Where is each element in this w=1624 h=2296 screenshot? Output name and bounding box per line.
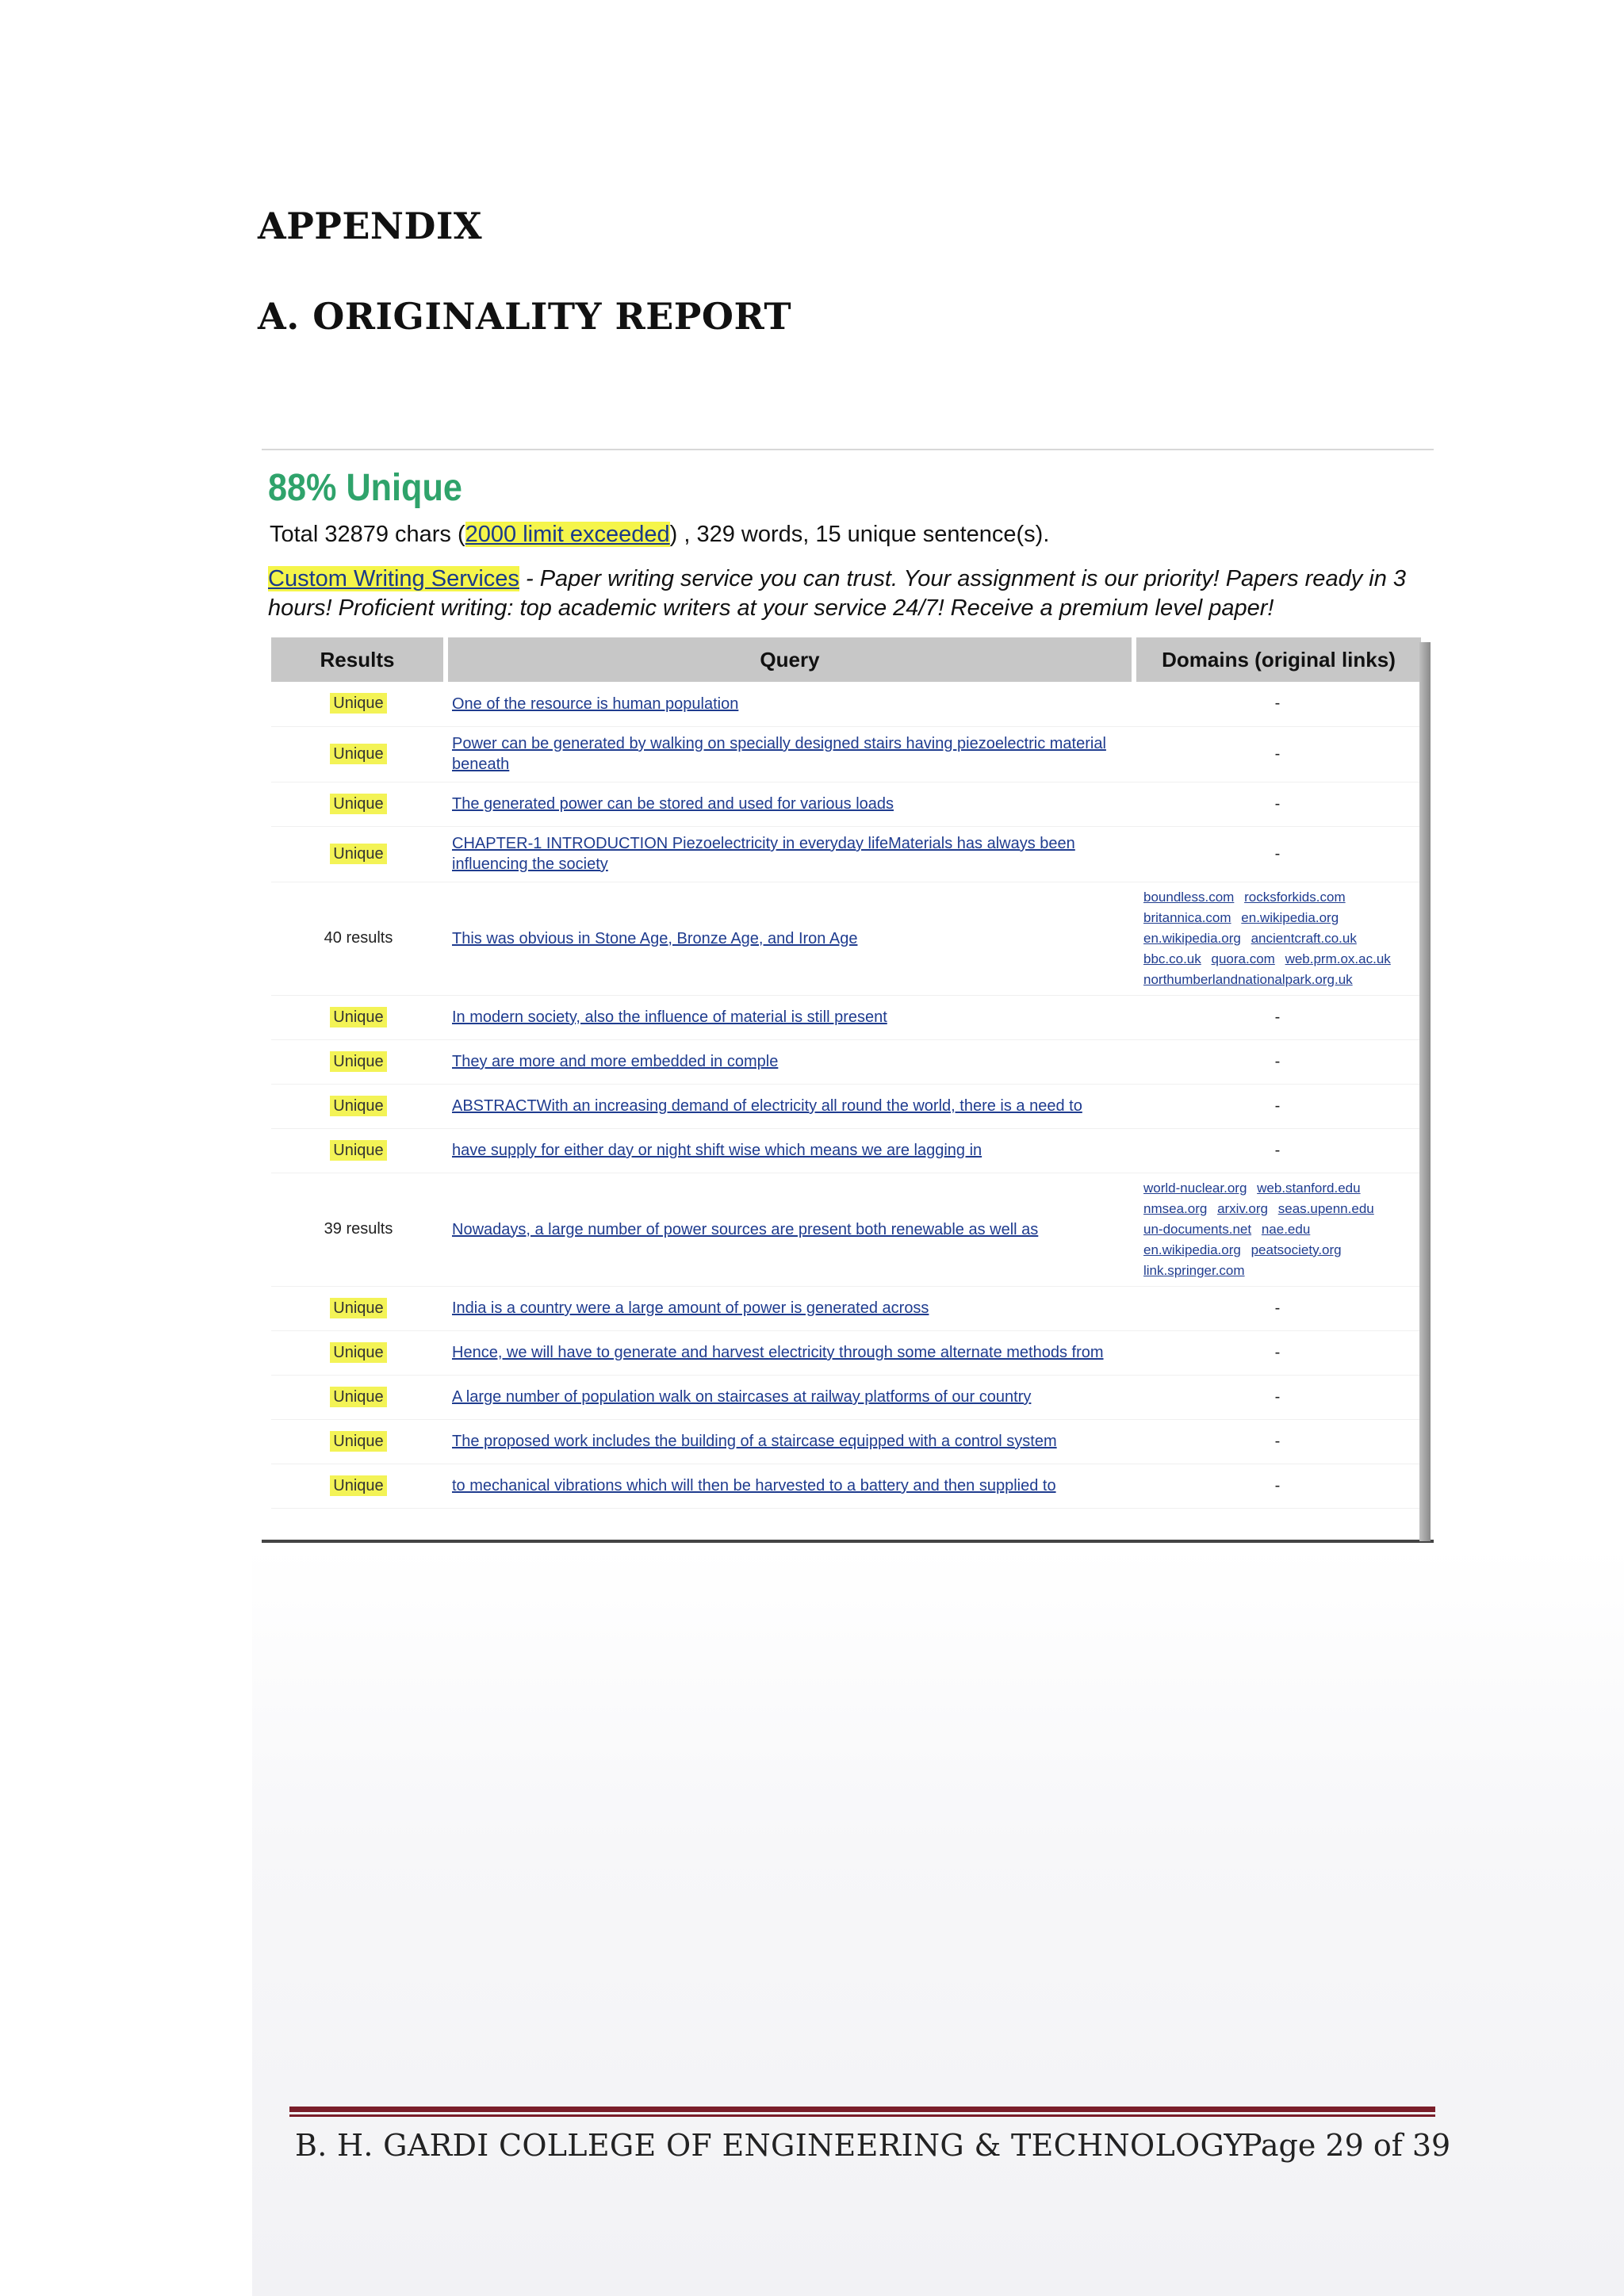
results-table-body bbox=[271, 682, 1421, 1508]
query-cell bbox=[446, 782, 1134, 826]
domains-cell bbox=[1134, 1128, 1421, 1173]
result-cell bbox=[271, 682, 446, 726]
query-link[interactable]: A large number of population walk on staircases at railway platforms of our country bbox=[452, 1388, 1032, 1406]
column-header-results: Results bbox=[271, 637, 446, 682]
custom-writing-services-link[interactable]: Custom Writing Services bbox=[268, 566, 519, 591]
query-link[interactable]: Power can be generated by walking on specially designed stairs having piezoelectric material beneath bbox=[452, 735, 1106, 773]
unique-badge: Unique bbox=[330, 1007, 386, 1027]
table-row bbox=[271, 1039, 1421, 1084]
result-cell bbox=[271, 1464, 446, 1508]
query-cell bbox=[446, 682, 1134, 726]
unique-badge: Unique bbox=[330, 1431, 386, 1452]
table-row bbox=[271, 1286, 1421, 1330]
domain-placeholder: - bbox=[1274, 744, 1281, 763]
domains-cell bbox=[1134, 995, 1421, 1039]
table-row bbox=[271, 682, 1421, 726]
uniqueness-score: 88% Unique bbox=[268, 467, 462, 509]
domain-link[interactable]: rocksforkids.com bbox=[1244, 889, 1346, 905]
result-cell bbox=[271, 995, 446, 1039]
unique-badge: Unique bbox=[330, 693, 386, 714]
domain-placeholder: - bbox=[1274, 1476, 1281, 1494]
query-link[interactable]: This was obvious in Stone Age, Bronze Age, and Iron Age bbox=[452, 929, 858, 947]
table-row bbox=[271, 1464, 1421, 1508]
query-cell bbox=[446, 826, 1134, 882]
result-cell bbox=[271, 1128, 446, 1173]
domains-cell bbox=[1134, 1084, 1421, 1128]
domain-link[interactable]: en.wikipedia.org bbox=[1143, 1242, 1241, 1257]
result-cell bbox=[271, 726, 446, 782]
query-link[interactable]: They are more and more embedded in comple bbox=[452, 1053, 779, 1070]
promo-description: - Paper writing service you can trust. Your assignment is our priority! Papers ready in 3 hours! Proficient writing: top academic writers at your service 24/7! Receive a premium level paper! bbox=[268, 566, 1407, 621]
domains-cell bbox=[1134, 1286, 1421, 1330]
query-link[interactable]: CHAPTER-1 INTRODUCTION Piezoelectricity in everyday lifeMaterials has always been influencing the society bbox=[452, 835, 1075, 873]
summary-prefix: Total 32879 chars ( bbox=[270, 522, 465, 547]
domain-link[interactable]: web.prm.ox.ac.uk bbox=[1285, 951, 1391, 966]
query-cell bbox=[446, 1128, 1134, 1173]
result-count: 40 results bbox=[324, 929, 393, 947]
unique-badge: Unique bbox=[330, 844, 386, 864]
domains-cell bbox=[1134, 1375, 1421, 1419]
domains-cell bbox=[1134, 682, 1421, 726]
domain-link[interactable]: peatsociety.org bbox=[1251, 1242, 1342, 1257]
results-table-header bbox=[271, 637, 1421, 682]
footer-page-number: Page 29 of 39 bbox=[1242, 2128, 1451, 2163]
table-row bbox=[271, 826, 1421, 882]
unique-badge: Unique bbox=[330, 1342, 386, 1363]
originality-report-heading: A. ORIGINALITY REPORT bbox=[258, 295, 792, 338]
footer-rule bbox=[289, 2107, 1435, 2118]
domains-cell bbox=[1134, 826, 1421, 882]
result-count: 39 results bbox=[324, 1220, 393, 1238]
domains-cell bbox=[1134, 1330, 1421, 1375]
query-link[interactable]: In modern society, also the influence of material is still present bbox=[452, 1008, 887, 1026]
table-row bbox=[271, 1173, 1421, 1286]
query-link[interactable]: Hence, we will have to generate and harvest electricity through some alternate methods from bbox=[452, 1344, 1104, 1361]
table-row bbox=[271, 995, 1421, 1039]
table-row bbox=[271, 1084, 1421, 1128]
result-cell bbox=[271, 1173, 446, 1286]
domain-link[interactable]: quora.com bbox=[1211, 951, 1275, 966]
table-row bbox=[271, 1375, 1421, 1419]
domains-cell bbox=[1134, 882, 1421, 995]
domain-placeholder: - bbox=[1274, 1299, 1281, 1317]
domain-placeholder: - bbox=[1274, 1052, 1281, 1070]
domain-placeholder: - bbox=[1274, 1008, 1281, 1026]
domain-link[interactable]: ancientcraft.co.uk bbox=[1251, 930, 1357, 946]
query-link[interactable]: The proposed work includes the building of a staircase equipped with a control system bbox=[452, 1433, 1057, 1450]
result-cell bbox=[271, 1286, 446, 1330]
domain-link[interactable]: arxiv.org bbox=[1217, 1200, 1268, 1216]
domain-placeholder: - bbox=[1274, 695, 1281, 713]
domain-link[interactable]: nae.edu bbox=[1261, 1221, 1311, 1237]
query-cell bbox=[446, 1039, 1134, 1084]
table-row bbox=[271, 782, 1421, 826]
query-cell bbox=[446, 1375, 1134, 1419]
domain-link[interactable]: link.springer.com bbox=[1143, 1262, 1245, 1278]
table-row bbox=[271, 726, 1421, 782]
unique-badge: Unique bbox=[330, 1298, 386, 1318]
domain-placeholder: - bbox=[1274, 1432, 1281, 1450]
promo-text bbox=[268, 564, 1418, 623]
result-cell bbox=[271, 882, 446, 995]
domain-placeholder: - bbox=[1274, 844, 1281, 863]
domain-placeholder: - bbox=[1274, 1141, 1281, 1159]
query-cell bbox=[446, 726, 1134, 782]
domain-link[interactable]: un-documents.net bbox=[1143, 1221, 1252, 1237]
unique-badge: Unique bbox=[330, 744, 386, 764]
result-cell bbox=[271, 782, 446, 826]
domain-links bbox=[1140, 1178, 1415, 1281]
unique-badge: Unique bbox=[330, 1387, 386, 1407]
result-cell bbox=[271, 1039, 446, 1084]
table-row bbox=[271, 1330, 1421, 1375]
query-cell bbox=[446, 882, 1134, 995]
unique-badge: Unique bbox=[330, 1051, 386, 1072]
unique-badge: Unique bbox=[330, 1140, 386, 1161]
result-cell bbox=[271, 826, 446, 882]
domain-placeholder: - bbox=[1274, 1387, 1281, 1406]
unique-badge: Unique bbox=[330, 1475, 386, 1496]
domain-link[interactable]: boundless.com bbox=[1143, 889, 1235, 905]
query-link[interactable]: India is a country were a large amount of power is generated across bbox=[452, 1299, 929, 1317]
summary-suffix: ) , 329 words, 15 unique sentence(s). bbox=[669, 522, 1050, 547]
domain-link[interactable]: world-nuclear.org bbox=[1143, 1180, 1247, 1196]
domain-links bbox=[1140, 887, 1415, 990]
result-cell bbox=[271, 1330, 446, 1375]
query-link[interactable]: to mechanical vibrations which will then be harvested to a battery and then supplied to bbox=[452, 1477, 1056, 1494]
domain-link[interactable]: northumberlandnationalpark.org.uk bbox=[1143, 971, 1353, 987]
unique-badge: Unique bbox=[330, 794, 386, 814]
query-cell bbox=[446, 1330, 1134, 1375]
domains-cell bbox=[1134, 1464, 1421, 1508]
column-header-domains: Domains (original links) bbox=[1134, 637, 1421, 682]
footer-institution: B. H. GARDI COLLEGE OF ENGINEERING & TECHNOLOGY bbox=[295, 2128, 1244, 2163]
domain-placeholder: - bbox=[1274, 794, 1281, 813]
table-row bbox=[271, 882, 1421, 995]
result-cell bbox=[271, 1375, 446, 1419]
page-background-shade bbox=[252, 1546, 1624, 2296]
result-cell bbox=[271, 1419, 446, 1464]
table-row bbox=[271, 1419, 1421, 1464]
domains-cell bbox=[1134, 782, 1421, 826]
domain-placeholder: - bbox=[1274, 1343, 1281, 1361]
domain-placeholder: - bbox=[1274, 1096, 1281, 1115]
domain-link[interactable]: britannica.com bbox=[1143, 909, 1231, 925]
domains-cell bbox=[1134, 1419, 1421, 1464]
query-cell bbox=[446, 1286, 1134, 1330]
query-cell bbox=[446, 1084, 1134, 1128]
result-cell bbox=[271, 1084, 446, 1128]
domain-link[interactable]: seas.upenn.edu bbox=[1277, 1200, 1374, 1216]
summary-line bbox=[270, 522, 1049, 548]
table-row bbox=[271, 1128, 1421, 1173]
domain-link[interactable]: en.wikipedia.org bbox=[1241, 909, 1339, 925]
domains-cell bbox=[1134, 1039, 1421, 1084]
appendix-heading: APPENDIX bbox=[258, 205, 483, 247]
limit-exceeded-link[interactable]: 2000 limit exceeded bbox=[465, 522, 670, 547]
query-link[interactable]: have supply for either day or night shift wise which means we are lagging in bbox=[452, 1142, 982, 1159]
query-cell bbox=[446, 995, 1134, 1039]
domain-link[interactable]: web.stanford.edu bbox=[1257, 1180, 1361, 1196]
query-link[interactable]: ABSTRACTWith an increasing demand of electricity all round the world, there is a need to bbox=[452, 1097, 1082, 1115]
unique-badge: Unique bbox=[330, 1096, 386, 1116]
query-cell bbox=[446, 1173, 1134, 1286]
query-link[interactable]: Nowadays, a large number of power sources are present both renewable as well as bbox=[452, 1220, 1039, 1238]
query-cell bbox=[446, 1419, 1134, 1464]
query-link[interactable]: One of the resource is human population bbox=[452, 695, 739, 713]
query-link[interactable]: The generated power can be stored and used for various loads bbox=[452, 795, 894, 813]
domains-cell bbox=[1134, 1173, 1421, 1286]
results-table bbox=[271, 637, 1421, 1509]
query-cell bbox=[446, 1464, 1134, 1508]
screenshot-shadow-edge bbox=[1419, 642, 1431, 1541]
domains-cell bbox=[1134, 726, 1421, 782]
domain-link[interactable]: bbc.co.uk bbox=[1143, 951, 1201, 966]
domain-link[interactable]: en.wikipedia.org bbox=[1143, 930, 1241, 946]
originality-report-screenshot bbox=[262, 449, 1434, 1543]
domain-link[interactable]: nmsea.org bbox=[1143, 1200, 1208, 1216]
column-header-query: Query bbox=[446, 637, 1134, 682]
